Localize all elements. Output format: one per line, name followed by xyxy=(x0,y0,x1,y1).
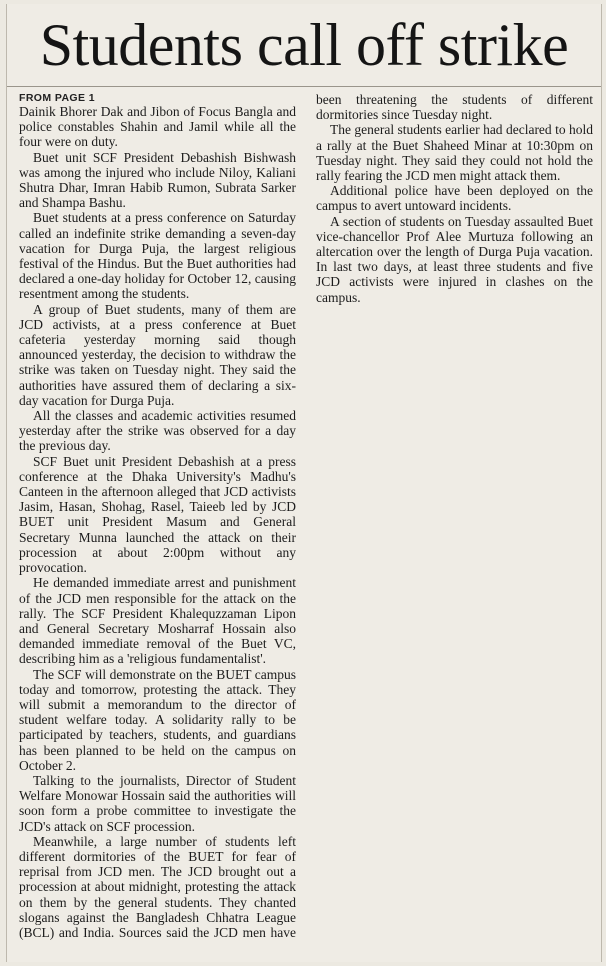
paragraph: Buet students at a press conference on Saturday called an indefinite strike demanding a seven-day vacation for Durga Puja, the largest religious festival of the Hindus. But the Buet authorities had declared a one-day holiday for October 12, causing resentment among the students. xyxy=(19,210,296,302)
article-body xyxy=(19,92,593,960)
kicker: FROM PAGE 1 xyxy=(19,92,95,104)
paragraph: The general students earlier had declared to hold a rally at the Buet Shaheed Minar at 10:30pm on Tuesday night. They said they could not hold the rally fearing the JCD men might attack them. xyxy=(316,122,593,184)
paragraph: Meanwhile, a large number of students left different dormitories of the BUET for fear of reprisal from JCD men. The JCD brought out a procession at about midnight, protesting the attack on them by the general students. They chanted slogans against the Bangladesh Chhatra League (BCL) and India. Sources said the JCD men have been threatening the students of different dormitories since Tuesday night. xyxy=(19,92,593,940)
paragraph: He demanded immediate arrest and punishment of the JCD men responsible for the attack on the rally. The SCF President Khalequzzaman Lipon and General Secretary Mosharraf Hossain also demanded immediate removal of the Buet VC, describing him as a 'religious fundamentalist'. xyxy=(19,575,296,667)
newspaper-clipping xyxy=(6,4,602,962)
paragraph: Additional police have been deployed on the campus to avert untoward incidents. xyxy=(316,183,593,214)
paragraph: A group of Buet students, many of them are JCD activists, at a press conference at Buet cafeteria yesterday morning said though announced yesterday, the decision to withdraw the strike was taken on Tuesday night. They said the authorities have assured them of declaring a six-day vacation for Durga Puja. xyxy=(19,301,296,408)
paragraph: Talking to the journalists, Director of Student Welfare Monowar Hossain said the authorities will soon form a probe committee to investigate the JCD's attack on SCF procession. xyxy=(19,772,296,834)
paragraph: SCF Buet unit President Debashish at a press conference at the Dhaka University's Madhu's Canteen in the afternoon alleged that JCD activists Jasim, Hasan, Shohag, Rasel, Taieeb led by JCD BUET unit President Masum and General Secretary Munna launched the attack on their procession at about 2:00pm without any provocation. xyxy=(19,453,296,576)
paragraph: Dainik Bhorer Dak and Jibon of Focus Bangla and police constables Shahin and Jamil while all the four were on duty. xyxy=(19,104,296,150)
headline-rule xyxy=(7,86,601,87)
paragraph: The SCF will demonstrate on the BUET campus today and tomorrow, protesting the attack. They will submit a memorandum to the director of student welfare today. A solidarity rally to be participated by teachers, students, and guardians has been planned to be held on the campus on October 2. xyxy=(19,666,296,773)
headline: Students call off strike xyxy=(39,12,569,78)
paragraph: Buet unit SCF President Debashish Bishwash was among the injured who include Niloy, Kaliani Shutra Dhar, Imran Habib Rumon, Subrata Sarker and Shampa Bashu. xyxy=(19,149,296,211)
paragraph: All the classes and academic activities resumed yesterday after the strike was observed for a day the previous day. xyxy=(19,408,296,454)
paragraph: A section of students on Tuesday assaulted Buet vice-chancellor Prof Alee Murtuza following an altercation over the length of Durga Puja vacation. In last two days, at least three students and five JCD activists were injured in clashes on the campus. xyxy=(316,213,593,305)
